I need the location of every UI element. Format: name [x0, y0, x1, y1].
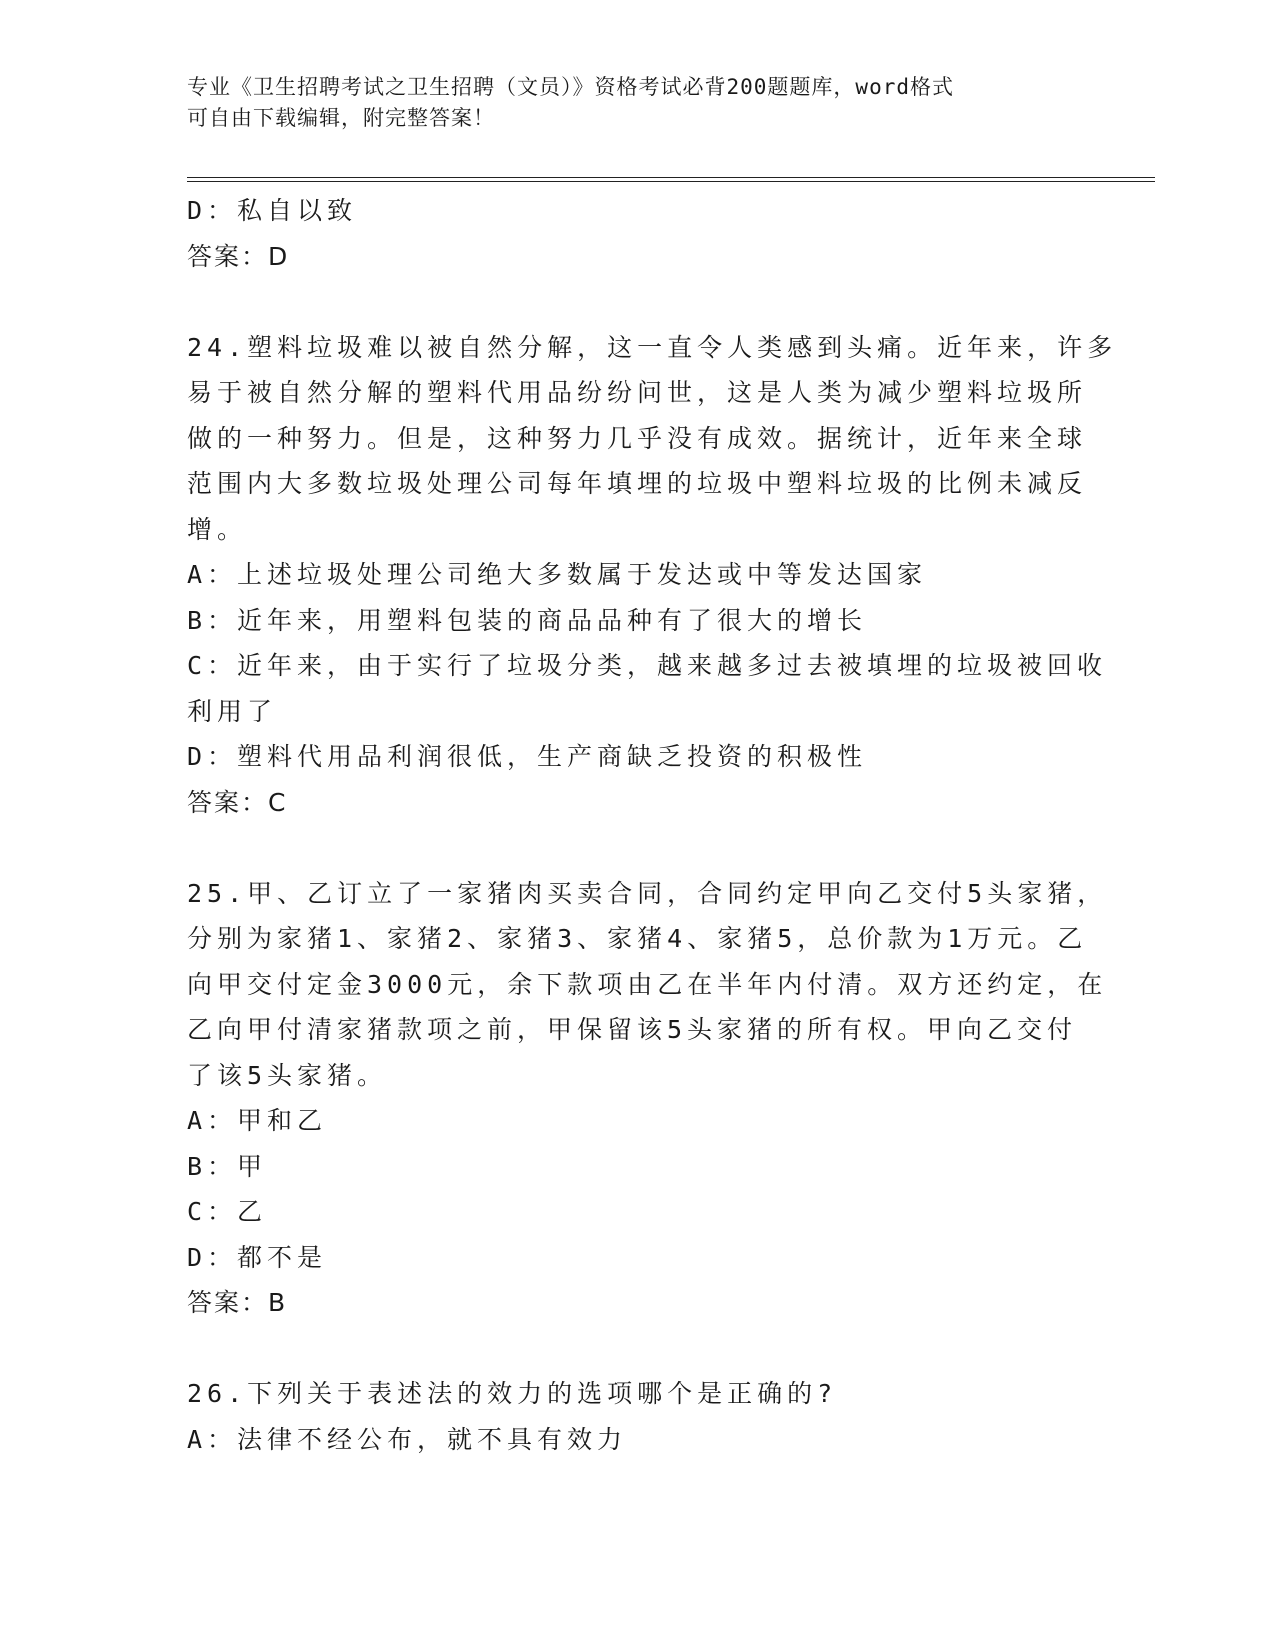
q26-option-a: A：法律不经公布，就不具有效力 [187, 1424, 628, 1454]
document-header [187, 72, 1067, 134]
q24-stem-line-3: 做的一种努力。但是，这种努力几乎没有成效。据统计，近年来全球 [187, 423, 1088, 453]
q25-stem-line-4: 乙向甲付清家猪款项之前，甲保留该5头家猪的所有权。甲向乙交付 [187, 1015, 1078, 1044]
header-divider-top [187, 177, 1155, 178]
q25-option-b: B：甲 [187, 1151, 268, 1181]
q24-option-c-line-2: 利用了 [187, 696, 278, 726]
q25-stem-line-2: 分别为家猪1、家猪2、家猪3、家猪4、家猪5，总价款为1万元。乙 [187, 924, 1088, 953]
question-25 [187, 871, 1108, 1326]
q24-stem-line-1: 24.塑料垃圾难以被自然分解，这一直令人类感到头痛。近年来，许多 [187, 332, 1118, 362]
q24-stem-line-2: 易于被自然分解的塑料代用品纷纷问世，这是人类为减少塑料垃圾所 [187, 378, 1088, 407]
q24-answer: 答案：C [187, 787, 288, 817]
q26-stem: 26.下列关于表述法的效力的选项哪个是正确的? [187, 1379, 838, 1408]
question-content [187, 188, 1118, 1462]
q24-option-b: B：近年来，用塑料包装的商品品种有了很大的增长 [187, 605, 868, 635]
q24-option-a: A：上述垃圾处理公司绝大多数属于发达或中等发达国家 [187, 560, 928, 589]
prev-option-d: D：私自以致 [187, 196, 358, 225]
header-divider-bottom [187, 181, 1155, 182]
header-line-1: 专业《卫生招聘考试之卫生招聘（文员）》资格考试必背200题题库，word格式 [187, 75, 954, 99]
q25-stem-line-5: 了该5头家猪。 [187, 1060, 388, 1090]
q24-option-c-line-1: C：近年来，由于实行了垃圾分类，越来越多过去被填埋的垃圾被回收 [187, 651, 1108, 680]
q25-option-a: A：甲和乙 [187, 1106, 328, 1135]
spacer [187, 1326, 1077, 1372]
q25-answer: 答案：B [187, 1288, 288, 1317]
q24-stem-line-5: 增。 [187, 514, 248, 544]
q25-stem-line-3: 向甲交付定金3000元，余下款项由乙在半年内付清。双方还约定，在 [187, 969, 1108, 999]
q24-option-d: D：塑料代用品利润很低，生产商缺乏投资的积极性 [187, 742, 868, 771]
q25-option-c: C：乙 [187, 1197, 268, 1226]
q24-stem-line-4: 范围内大多数垃圾处理公司每年填埋的垃圾中塑料垃圾的比例未减反 [187, 469, 1088, 498]
spacer [187, 825, 1077, 871]
spacer [187, 279, 1077, 325]
question-26 [187, 1371, 1077, 1462]
q25-option-d: D：都不是 [187, 1242, 328, 1272]
prev-answer: 答案：D [187, 241, 290, 271]
question-24 [187, 325, 1118, 826]
q25-stem-line-1: 25.甲、乙订立了一家猪肉买卖合同，合同约定甲向乙交付5头家猪， [187, 878, 1108, 908]
header-line-2: 可自由下载编辑，附完整答案！ [187, 106, 495, 130]
